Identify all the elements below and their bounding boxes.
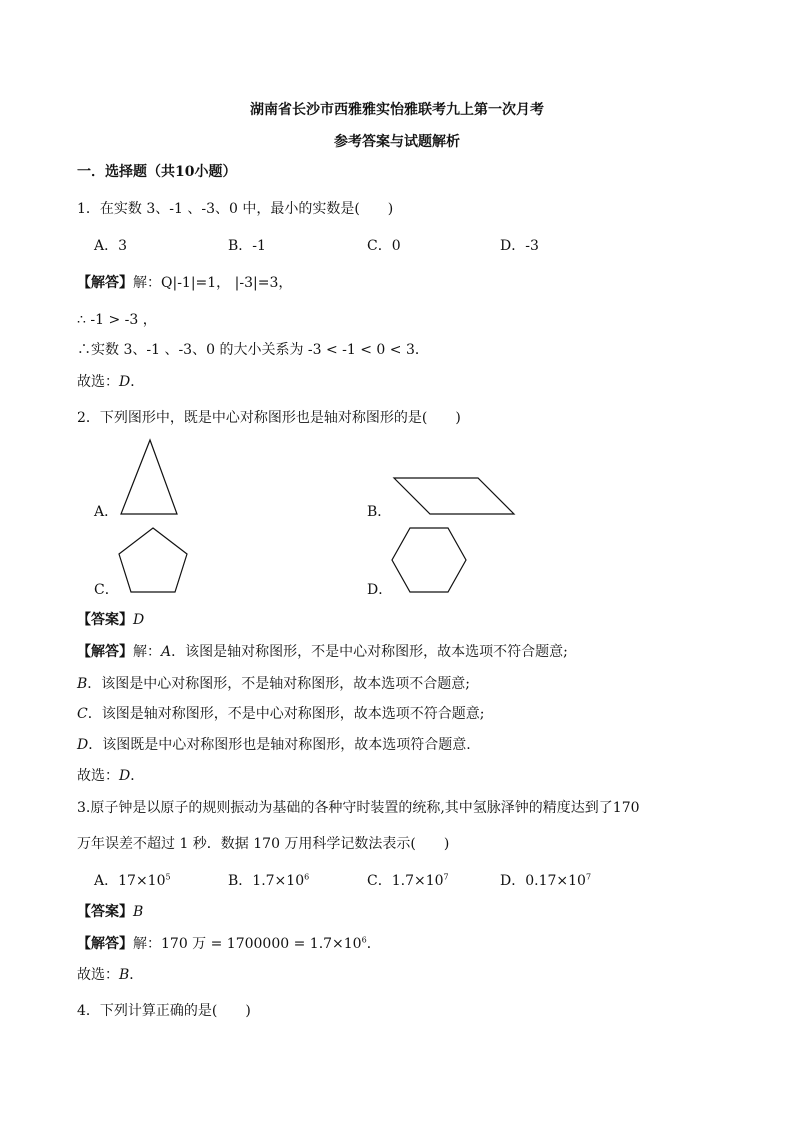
pentagon-figure: [115, 524, 195, 596]
option-exponent: 7: [443, 872, 449, 882]
choice-end: ．: [130, 768, 145, 784]
choice-end: ．: [129, 967, 144, 983]
triangle-figure: [115, 436, 185, 518]
q3-option-d: [500, 872, 591, 890]
q2-option-b-label: B．: [367, 504, 392, 520]
page-subtitle: 参考答案与试题解析: [334, 134, 460, 150]
q3-sol-base: 170 万 = 1700000 = 1.7×10: [161, 936, 362, 952]
option-base: 0.17×10: [525, 873, 586, 889]
q3-solution: [77, 935, 381, 953]
q2-sol-a-letter: A: [161, 644, 172, 660]
q3-sol-exp: 6: [361, 935, 367, 945]
option-letter: B．: [228, 873, 253, 889]
q2-sol-a-text: ．该图是轴对称图形，不是中心对称图形，故本选项不符合题意;: [171, 644, 568, 660]
q3-option-b: [228, 872, 309, 890]
q2-solution-a: [77, 643, 568, 661]
q3-option-a: [94, 872, 171, 890]
option-letter: A．: [94, 873, 119, 889]
q2-solution-d: [77, 736, 471, 754]
option-base: 17×10: [118, 873, 166, 889]
q1-option-d: D．-3: [500, 238, 539, 254]
q1-option-b: B．-1: [228, 238, 266, 254]
option-letter: C．: [367, 873, 392, 889]
q2-option-a-label: A．: [94, 504, 119, 520]
solution-prefix: 解：: [133, 936, 161, 952]
q1-choice-line: [77, 373, 144, 391]
page-title: 湖南省长沙市西雅雅实怡雅联考九上第一次月考: [250, 102, 544, 118]
q3-answer-line: [77, 903, 143, 921]
q3-choice: B: [119, 967, 130, 983]
q1-solution-line2: ∴ -1 > -3 ，: [77, 312, 157, 328]
parallelogram-figure: [388, 474, 523, 518]
answer-label: 【答案】: [77, 904, 133, 920]
q1-stem: 1．在实数 3、-1 、-3、0 中，最小的实数是( ): [77, 201, 394, 217]
option-exponent: 7: [585, 872, 592, 882]
option-base: 1.7×10: [391, 873, 444, 889]
q3-sol-end: ．: [366, 936, 381, 952]
q1-option-c: C．0: [367, 238, 401, 254]
q2-answer-line: [77, 611, 144, 629]
q3-option-c: [367, 872, 449, 890]
answer-label: 【答案】: [77, 612, 133, 628]
q2-sol-c-text: ．该图是轴对称图形，不是中心对称图形，故本选项不符合题意;: [87, 706, 485, 722]
option-base: 1.7×10: [252, 873, 305, 889]
q1-solution-text1: Q|-1|=1， |-3|=3，: [161, 275, 293, 291]
q2-sol-d-text: ．该图既是中心对称图形也是轴对称图形，故本选项符合题意.: [88, 737, 471, 753]
solution-label: 【解答】: [77, 644, 133, 660]
q1-option-a: A．3: [94, 238, 128, 254]
q2-stem: 2．下列图形中，既是中心对称图形也是轴对称图形的是( ): [77, 410, 461, 426]
solution-label: 【解答】: [77, 275, 133, 291]
q2-solution-c: [77, 705, 484, 723]
q4-stem: 4．下列计算正确的是( ): [77, 1003, 251, 1019]
q2-sol-b-text: ．该图是中心对称图形，不是轴对称图形，故本选项不合题意;: [87, 676, 471, 692]
hexagon-figure: [388, 524, 472, 596]
q3-answer: B: [133, 904, 144, 920]
q1-solution-line3: ∴实数 3、-1 、-3、0 的大小关系为 -3 < -1 < 0 < 3．: [77, 342, 429, 358]
q3-stem-line1: 3.原子钟是以原子的规则振动为基础的各种守时装置的统称,其中氢脉泽钟的精度达到了170: [77, 800, 640, 816]
q2-choice: D: [119, 768, 131, 784]
solution-prefix: 解：: [133, 644, 161, 660]
q1-solution-line1: [77, 274, 292, 292]
choice-prefix: 故选：: [77, 374, 119, 390]
q2-sol-c-letter: C: [77, 706, 88, 722]
option-exponent: 6: [304, 872, 310, 882]
q2-option-c-label: C．: [94, 582, 119, 598]
q2-answer: D: [133, 612, 145, 628]
option-exponent: 5: [165, 872, 171, 882]
q2-option-d-label: D．: [367, 582, 393, 598]
q3-stem-line2: 万年误差不超过 1 秒．数据 170 万用科学记数法表示( ): [77, 836, 450, 852]
choice-end: ．: [130, 374, 145, 390]
choice-prefix: 故选：: [77, 967, 119, 983]
q3-choice-line: [77, 966, 143, 984]
q2-sol-d-letter: D: [77, 737, 89, 753]
solution-prefix: 解：: [133, 275, 161, 291]
q2-choice-line: [77, 767, 144, 785]
option-letter: D．: [500, 873, 526, 889]
q1-choice: D: [119, 374, 131, 390]
section-heading: 一．选择题（共10小题）: [77, 164, 237, 180]
q2-solution-b: [77, 675, 470, 693]
solution-label: 【解答】: [77, 936, 133, 952]
q2-sol-b-letter: B: [77, 676, 88, 692]
choice-prefix: 故选：: [77, 768, 119, 784]
